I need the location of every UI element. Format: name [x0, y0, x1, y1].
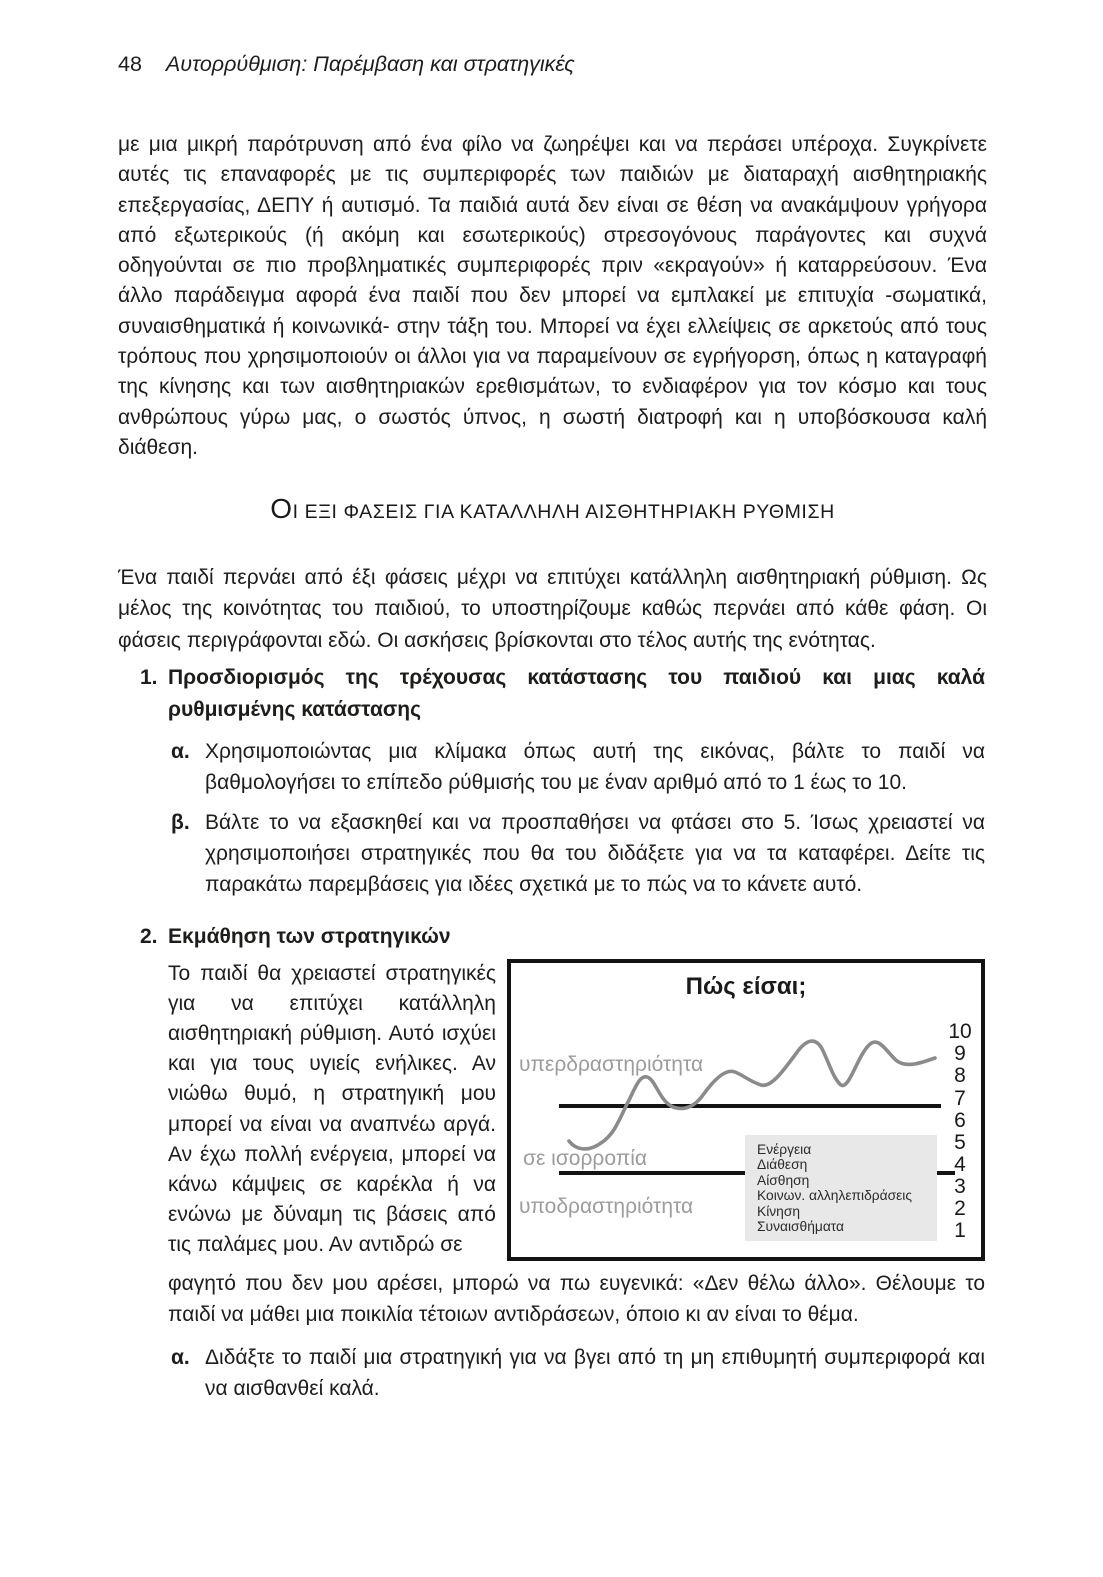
item-2-continuation: φαγητό που δεν μου αρέσει, μπορώ να πω ευγενικά: «Δεν θέλω άλλο». Θέλουμε το παιδί να μάθει μια ποικιλία τέτοιων αντιδράσεων, όποιο κι αν είναι το θέμα.	[168, 1271, 985, 1326]
item-2-sub-a	[171, 1342, 985, 1404]
ytick-7: 7	[954, 1086, 966, 1110]
ytick-1: 1	[954, 1218, 966, 1242]
section-intro-paragraph: Ένα παιδί περνάει από έξι φάσεις μέχρι να επιτύχει κατάλληλη αισθητηριακή ρύθμιση. Ως μέλος της κοινότητας του παιδιού, το υποστηρίζουμε καθώς περνάει από κάθε φάση. Οι φάσεις περιγράφονται εδώ. Οι ασκήσεις βρίσκονται στο τέλος αυτής της ενότητας.	[118, 566, 987, 652]
item-2-number: 2.	[140, 925, 158, 948]
zone-label-hyperactivity: υπερδραστηριότητα	[519, 1052, 704, 1076]
section-heading-lead: Ο	[270, 493, 293, 524]
item-2-sub-a-text: Διδάξτε το παιδί μια στρατηγική για να βγει από τη μη επιθυμητή συμπεριφορά και να αισθανθεί καλά.	[205, 1345, 985, 1400]
ytick-6: 6	[954, 1108, 966, 1132]
item-1-sub-b-text: Βάλτε το να εξασκηθεί και να προσπαθήσει να φτάσει στο 5. Ίσως χρειαστεί να χρησιμοποιήσει στρατηγικές που θα του διδάξετε για να τα καταφέρει. Δείτε τις παρακάτω παρεμβάσεις για ιδέες σχετικά με το πώς να το κάνετε αυτό.	[205, 811, 985, 896]
item-2-title-text: Εκμάθηση των στρατηγικών	[168, 925, 451, 948]
item-2-title	[140, 921, 985, 953]
ytick-5: 5	[954, 1130, 966, 1154]
item-2-sub-a-marker: α.	[171, 1345, 190, 1369]
page-header	[118, 52, 985, 77]
legend-item-sensation: Αίσθηση	[757, 1172, 810, 1188]
section-heading-rest: Ι ΕΞΙ ΦΑΣΕΙΣ ΓΙΑ ΚΑΤΑΛΛΗΛΗ ΑΙΣΘΗΤΗΡΙΑΚΗ ΡΥΘΜΙΣΗ	[292, 501, 835, 523]
text-and-figure-row	[168, 959, 985, 1261]
numbered-item-1	[140, 662, 985, 900]
numbered-item-2	[140, 921, 985, 1404]
ytick-2: 2	[954, 1196, 966, 1220]
legend-item-emotions: Συναισθήματα	[757, 1219, 845, 1235]
legend-item-movement: Κίνηση	[757, 1203, 801, 1219]
item-1-sub-a-marker: α.	[171, 740, 190, 763]
intro-paragraph: με μια μικρή παρότρυνση από ένα φίλο να ζωηρέψει και να περάσει υπέροχα. Συγκρίνετε αυτές τις επαναφορές με τις συμπεριφορές των παιδιών με διαταραχή αισθητηριακής επεξεργασίας, ΔΕΠΥ ή αυτισμό. Τα παιδιά αυτά δεν είναι σε θέση να ανακάμψουν γρήγορα από εξωτερικούς (ή ακόμη και εσωτερικούς) στρεσογόνους παράγοντες και συχνά οδηγούνται σε πιο προβληματικές συμπεριφορές πριν «εκραγούν» ή καταρρεύσουν. Ένα άλλο παράδειγμα αφορά ένα παιδί που δεν μπορεί να εμπλακεί με επιτυχία -σωματικά, συναισθηματικά ή κοινωνικά- στην τάξη του. Μπορεί να έχει ελλείψεις σε αρκετούς από τους τρόπους που χρησιμοποιούν οι άλλοι για να παραμείνουν σε εγρήγορση, όπως η καταγραφή της κίνησης και των αισθητηριακών ερεθισμάτων, το ενδιαφέρον για τον κόσμο και τους ανθρώπους γύρω μας, ο σωστός ύπνος, η σωστή διατροφή και η υποβόσκουσα καλή διάθεση.	[118, 133, 987, 459]
ytick-10: 10	[948, 1019, 972, 1043]
item-1-title	[140, 662, 985, 725]
chart-legend	[745, 1135, 937, 1241]
ytick-4: 4	[954, 1152, 966, 1176]
item-1-number: 1.	[140, 666, 158, 689]
legend-item-social-interactions: Κοινων. αλληλεπιδράσεις	[757, 1188, 912, 1204]
y-axis-ticks	[945, 963, 975, 1257]
section-heading	[118, 493, 987, 525]
item-1-sub-a	[171, 736, 985, 798]
regulation-chart	[507, 959, 985, 1261]
zone-label-hypoactivity: υποδραστηριότητα	[519, 1194, 694, 1218]
item-1-sub-b-marker: β.	[171, 811, 190, 834]
ytick-9: 9	[954, 1041, 966, 1065]
ytick-3: 3	[954, 1174, 966, 1198]
zone-label-balance: σε ισορροπία	[523, 1146, 648, 1170]
ytick-8: 8	[954, 1063, 966, 1087]
item-1-sub-a-text: Χρησιμοποιώντας μια κλίμακα όπως αυτή της εικόνας, βάλτε το παιδί να βαθμολογήσει το επίπεδο ρύθμισής του με έναν αριθμό από το 1 έως το 10.	[205, 740, 985, 794]
legend-item-mood: Διάθεση	[757, 1157, 808, 1173]
item-2-column-text: Το παιδί θα χρειαστεί στρατηγικές για να επιτύχει κατάλληλη αισθητηριακή ρύθμιση. Αυτό ισχύει και για τους υγιείς ενήλικες. Αν νιώθω θυμό, η στρατηγική μου μπορεί να είναι να αναπνέω αργά. Αν έχω πολλή ενέργεια, μπορεί να κάνω κάμψεις σε καρέκλα ή να ενώνω με δύναμη τις βάσεις από τις παλάμες μου. Αν αντιδρώ σε	[168, 961, 496, 1257]
item-1-title-text: Προσδιορισμός της τρέχουσας κατάστασης του παιδιού και μιας καλά ρυθμισμένης κατάστασης	[168, 666, 985, 721]
running-title: Αυτορρύθμιση: Παρέμβαση και στρατηγικές	[165, 52, 575, 76]
legend-item-energy: Ενέργεια	[757, 1141, 812, 1157]
chart-title: Πώς είσαι;	[685, 972, 807, 1000]
item-1-sub-b	[171, 807, 985, 900]
page-number: 48	[118, 52, 142, 76]
